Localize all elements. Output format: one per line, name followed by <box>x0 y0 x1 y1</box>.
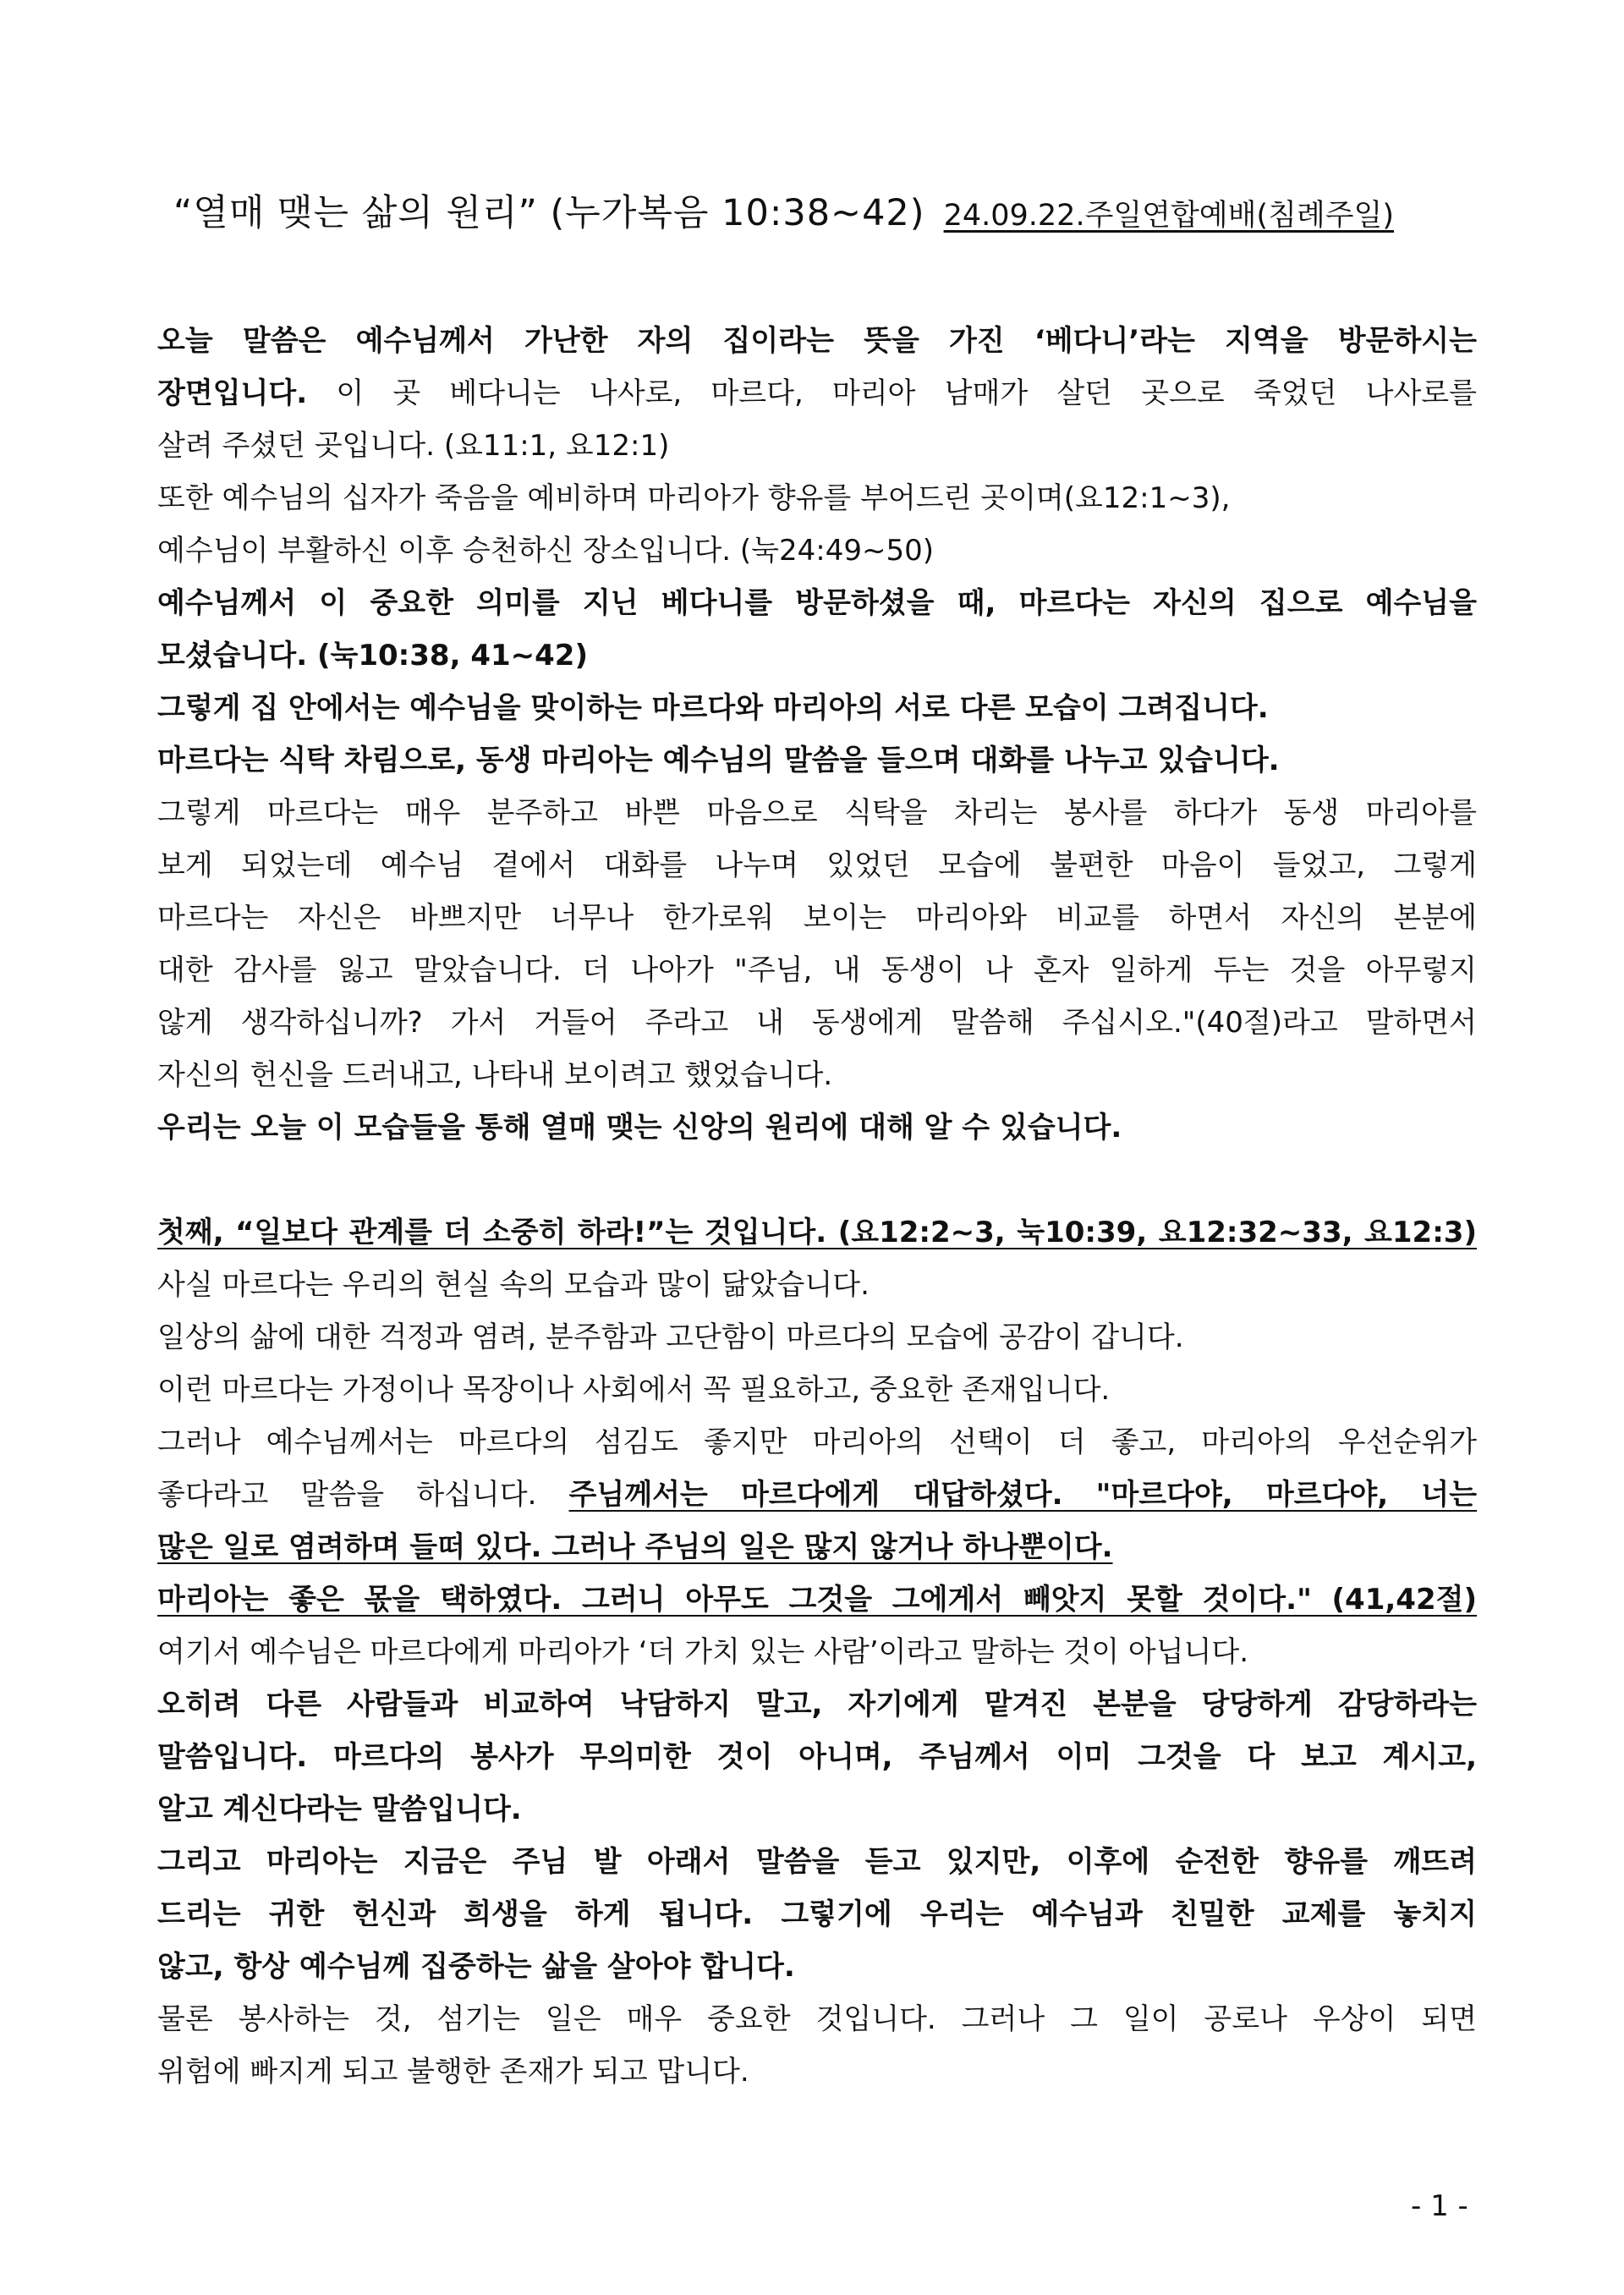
blank-line <box>157 1154 1477 1206</box>
text-line: 알고 계신다라는 말씀입니다. <box>157 1793 522 1826</box>
text-line: 이런 마르다는 가정이나 목장이나 사회에서 꼭 필요하고, 중요한 존재입니다. <box>157 1373 1111 1407</box>
page-number: - 1 - <box>1411 2189 1468 2223</box>
scripture-quote: 많은 일로 염려하며 들떠 있다. 그러나 주님의 일은 많지 않거나 하나뿐이다. <box>157 1530 1113 1564</box>
text-line: 그리고 마리아는 지금은 주님 발 아래서 말씀을 듣고 있지만, 이후에 순전한 향유를 깨뜨려 <box>157 1845 1477 1879</box>
text-line: 일상의 삶에 대한 걱정과 염려, 분주함과 고단함이 마르다의 모습에 공감이 갑니다. <box>157 1320 1184 1354</box>
text-line: 예수님이 부활하신 이후 승천하신 장소입니다. (눅24:49~50) <box>157 534 934 568</box>
text-line: 모셨습니다. (눅10:38, 41~42) <box>157 639 588 673</box>
text-line: 않고, 항상 예수님께 집중하는 삶을 살아야 합니다. <box>157 1950 795 1984</box>
text-line: 물론 봉사하는 것, 섬기는 일은 매우 중요한 것입니다. 그러나 그 일이 공로나 우상이 되면 <box>157 2002 1477 2036</box>
text-line: 그렇게 집 안에서는 예수님을 맞이하는 마르다와 마리아의 서로 다른 모습이 그려집니다. <box>157 691 1269 725</box>
text-line: 위험에 빠지게 되고 불행한 존재가 되고 맙니다. <box>157 2055 749 2089</box>
text-line: 대한 감사를 잃고 말았습니다. 더 나아가 "주님, 내 동생이 나 혼자 일하게 두는 것을 아무렇지 <box>157 953 1477 987</box>
text-line: 좋다라고 말씀을 하십니다. 주님께서는 마르다에게 대답하셨다. "마르다야, 마르다야, 너는 <box>157 1478 1478 1512</box>
text-line: 마르다는 식탁 차림으로, 동생 마리아는 예수님의 말씀을 들으며 대화를 나누고 있습니다. <box>157 744 1280 777</box>
text-line: 드리는 귀한 헌신과 희생을 하게 됩니다. 그렇기에 우리는 예수님과 친밀한 교제를 놓치지 <box>157 1897 1477 1931</box>
sermon-title: “열매 맺는 삶의 원리” (누가복음 10:38~42) <box>173 192 925 234</box>
scripture-quote: 주님께서는 마르다에게 대답하셨다. "마르다야, 마르다야, 너는 <box>568 1478 1478 1512</box>
sermon-body <box>157 315 1477 2098</box>
text-line: 오늘 말씀은 예수님께서 가난한 자의 집이라는 뜻을 가진 ‘베다니’라는 지역을 방문하시는 <box>157 324 1477 358</box>
scripture-quote: 마리아는 좋은 몫을 택하였다. 그러니 아무도 그것을 그에게서 빼앗지 못할 것이다." (41,42절) <box>157 1583 1477 1617</box>
text-line: 우리는 오늘 이 모습들을 통해 열매 맺는 신앙의 원리에 대해 알 수 있습니다. <box>157 1111 1122 1145</box>
text-line: 여기서 예수님은 마르다에게 마리아가 ‘더 가치 있는 사람’이라고 말하는 것이 아닙니다. <box>157 1635 1249 1669</box>
sermon-date: 24.09.22.주일연합예배(침례주일) <box>943 199 1394 233</box>
text-line: 오히려 다른 사람들과 비교하여 낙담하지 말고, 자기에게 맡겨진 본분을 당당하게 감당하라는 <box>157 1688 1477 1721</box>
sermon-header <box>173 184 1484 236</box>
text-line: 사실 마르다는 우리의 현실 속의 모습과 많이 닮았습니다. <box>157 1268 870 1302</box>
text-line: 마르다는 자신은 바쁘지만 너무나 한가로워 보이는 마리아와 비교를 하면서 자신의 본분에 <box>157 901 1477 935</box>
text-line: 보게 되었는데 예수님 곁에서 대화를 나누며 있었던 모습에 불편한 마음이 들었고, 그렇게 <box>157 848 1477 882</box>
text-line: 말씀입니다. 마르다의 봉사가 무의미한 것이 아니며, 주님께서 이미 그것을 다 보고 계시고, <box>157 1740 1477 1774</box>
text-line: 예수님께서 이 중요한 의미를 지닌 베다니를 방문하셨을 때, 마르다는 자신의 집으로 예수님을 <box>157 586 1477 620</box>
text-line: 자신의 헌신을 드러내고, 나타내 보이려고 했었습니다. <box>157 1058 833 1092</box>
text-line: 또한 예수님의 십자가 죽음을 예비하며 마리아가 향유를 부어드린 곳이며(요12:1~3), <box>157 481 1231 515</box>
section-heading: 첫째, “일보다 관계를 더 소중히 하라!”는 것입니다. (요12:2~3, 눅10:39, 요12:32~33, 요12:3) <box>157 1216 1477 1249</box>
text-line: 그렇게 마르다는 매우 분주하고 바쁜 마음으로 식탁을 차리는 봉사를 하다가 동생 마리아를 <box>157 796 1477 830</box>
text-line: 살려 주셨던 곳입니다. (요11:1, 요12:1) <box>157 429 670 463</box>
text-line: 장면입니다. 이 곳 베다니는 나사로, 마르다, 마리아 남매가 살던 곳으로 죽었던 나사로를 <box>157 376 1477 410</box>
text-line: 그러나 예수님께서는 마르다의 섬김도 좋지만 마리아의 선택이 더 좋고, 마리아의 우선순위가 <box>157 1425 1477 1459</box>
text-line: 않게 생각하십니까? 가서 거들어 주라고 내 동생에게 말씀해 주십시오."(40절)라고 말하면서 <box>157 1006 1477 1040</box>
